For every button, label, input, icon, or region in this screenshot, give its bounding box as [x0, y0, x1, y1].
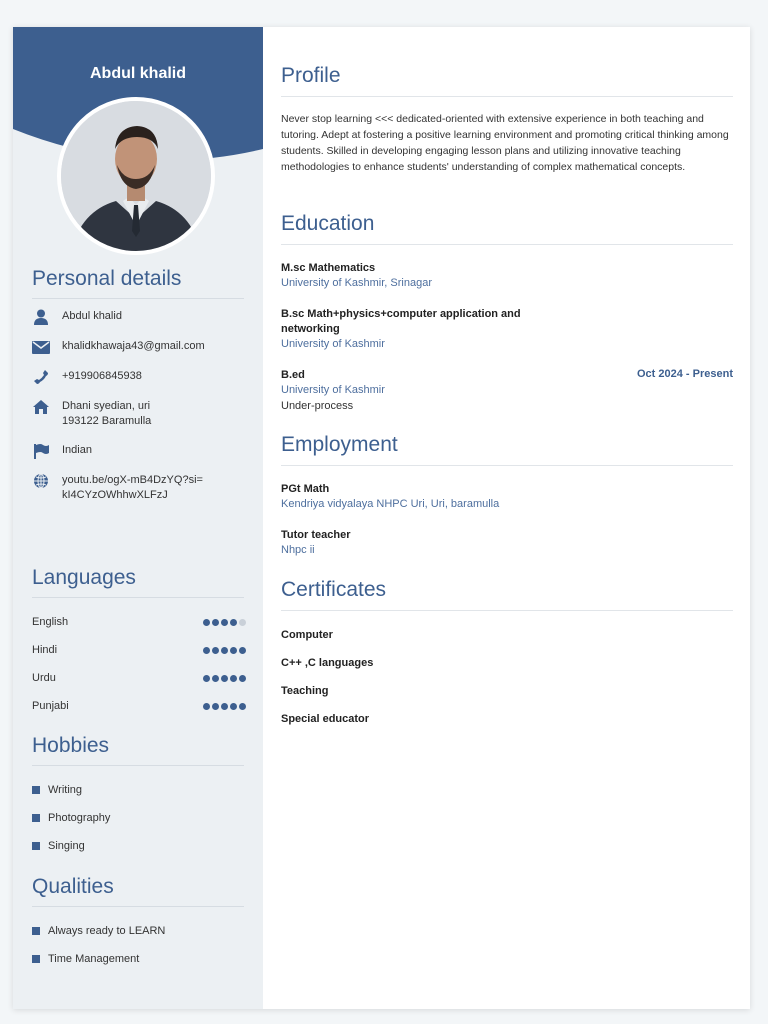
language-name: Hindi	[32, 644, 58, 656]
bullet-square	[32, 842, 40, 850]
rating-dot	[221, 703, 228, 710]
rating-dot	[221, 619, 228, 626]
organization: Kendriya vidyalaya NHPC Uri, Uri, baramulla	[281, 498, 500, 510]
address-line-1: Dhani syedian, uri	[62, 400, 151, 412]
quality-item	[32, 917, 244, 945]
languages-title: Languages	[32, 566, 244, 598]
language-rating	[203, 703, 246, 710]
personal-name: Abdul khalid	[62, 310, 122, 322]
entry-description: Under-process	[281, 400, 354, 412]
quality-item	[32, 945, 244, 973]
personal-phone-row	[32, 369, 244, 385]
hobby-label: Writing	[48, 784, 83, 796]
rating-dot	[230, 675, 237, 682]
role: Tutor teacher	[281, 529, 351, 541]
personal-phone[interactable]: +919906845938	[62, 370, 142, 382]
resume-page	[13, 27, 750, 1009]
personal-address	[62, 399, 151, 429]
rating-dot	[239, 619, 246, 626]
personal-link[interactable]	[62, 473, 203, 503]
employment-section	[281, 433, 733, 558]
certificate-item: Teaching	[281, 685, 329, 697]
degree: B.ed	[281, 369, 305, 381]
language-name: English	[32, 616, 69, 628]
language-row	[32, 636, 244, 664]
personal-name-row	[32, 309, 244, 325]
education-title: Education	[281, 212, 733, 245]
rating-dot	[203, 675, 210, 682]
rating-dot	[212, 703, 219, 710]
employment-entry	[281, 482, 733, 512]
school: University of Kashmir	[281, 338, 385, 350]
candidate-name: Abdul khalid	[90, 65, 186, 82]
sidebar	[13, 27, 263, 1009]
language-row	[32, 608, 244, 636]
personal-email[interactable]: khalidkhawaja43@gmail.com	[62, 340, 205, 352]
education-entry	[281, 261, 733, 291]
profile-title: Profile	[281, 64, 733, 97]
bullet-square	[32, 786, 40, 794]
education-entry	[281, 307, 733, 352]
hobby-label: Photography	[48, 812, 111, 824]
personal-email-row	[32, 339, 244, 355]
education-entry	[281, 368, 733, 415]
qualities-section	[32, 875, 244, 973]
globe-icon	[32, 473, 50, 489]
profile-photo	[57, 97, 215, 255]
school: University of Kashmir, Srinagar	[281, 277, 432, 289]
personal-nationality-row	[32, 443, 244, 459]
language-row	[32, 664, 244, 692]
certificate-item: Special educator	[281, 713, 370, 725]
rating-dot	[230, 647, 237, 654]
profile-text: Never stop learning <<< dedicated-oriented with extensive experience in both teaching and tutoring. Adept at fostering a positive learning environment and promoting critical thinking among students. Skilled in developing engaging lesson plans and utilizing innovative teaching methodologies to enhance students' understanding of complex mathematical concepts.	[281, 113, 729, 173]
address-line-2: 193122 Baramulla	[62, 415, 152, 427]
bullet-square	[32, 927, 40, 935]
certificate-item: C++ ,C languages	[281, 657, 374, 669]
link-line-2: kI4CYzOWhhwXLFzJ	[62, 489, 168, 501]
school: University of Kashmir	[281, 384, 385, 396]
rating-dot	[239, 647, 246, 654]
hobbies-section	[32, 734, 244, 860]
organization: Nhpc ii	[281, 544, 315, 556]
employment-entry	[281, 528, 733, 558]
language-rating	[203, 675, 246, 682]
hobby-label: Singing	[48, 840, 85, 852]
phone-icon	[32, 369, 50, 385]
languages-list	[32, 608, 244, 720]
personal-address-row	[32, 399, 244, 429]
language-rating	[203, 647, 246, 654]
personal-details-section	[32, 267, 244, 517]
personal-details-title: Personal details	[32, 267, 244, 299]
degree: B.sc Math+physics+computer application and networking	[281, 308, 521, 335]
language-name: Urdu	[32, 672, 56, 684]
certificate-item: Computer	[281, 629, 333, 641]
rating-dot	[203, 647, 210, 654]
rating-dot	[212, 619, 219, 626]
rating-dot	[212, 675, 219, 682]
qualities-title: Qualities	[32, 875, 244, 907]
envelope-icon	[32, 339, 50, 355]
bullet-square	[32, 955, 40, 963]
hobby-item	[32, 804, 244, 832]
profile-section	[281, 64, 733, 175]
bullet-square	[32, 814, 40, 822]
rating-dot	[212, 647, 219, 654]
role: PGt Math	[281, 483, 330, 495]
hobbies-title: Hobbies	[32, 734, 244, 766]
date-range: Oct 2024 - Present	[637, 368, 733, 380]
user-icon	[32, 309, 50, 325]
rating-dot	[203, 619, 210, 626]
rating-dot	[230, 619, 237, 626]
quality-label: Time Management	[48, 953, 140, 965]
rating-dot	[239, 675, 246, 682]
degree: M.sc Mathematics	[281, 262, 376, 274]
rating-dot	[239, 703, 246, 710]
flag-icon	[32, 443, 50, 459]
languages-section	[32, 566, 244, 720]
hobby-item	[32, 832, 244, 860]
home-icon	[32, 399, 50, 415]
education-section	[281, 212, 733, 415]
personal-nationality: Indian	[62, 444, 92, 456]
language-row	[32, 692, 244, 720]
certificates-section	[281, 578, 733, 733]
language-name: Punjabi	[32, 700, 69, 712]
quality-label: Always ready to LEARN	[48, 925, 166, 937]
rating-dot	[221, 675, 228, 682]
link-line-1: youtu.be/ogX-mB4DzYQ?si=	[62, 474, 203, 486]
personal-link-row	[32, 473, 244, 503]
hobby-item	[32, 776, 244, 804]
certificates-title: Certificates	[281, 578, 733, 611]
employment-title: Employment	[281, 433, 733, 466]
rating-dot	[221, 647, 228, 654]
language-rating	[203, 619, 246, 626]
rating-dot	[203, 703, 210, 710]
rating-dot	[230, 703, 237, 710]
